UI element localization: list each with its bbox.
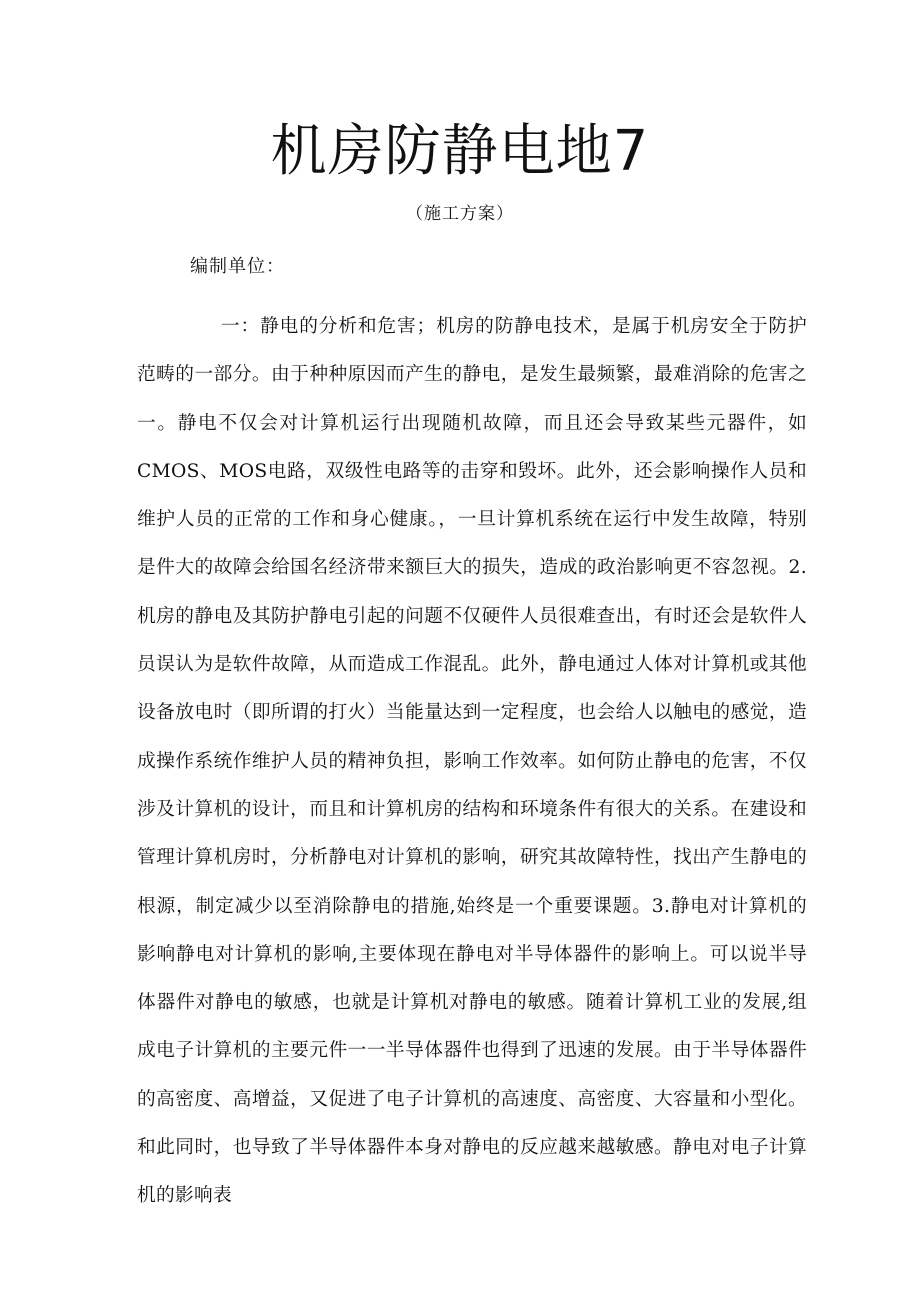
document-subtitle: （施工方案） [406,204,514,224]
compiling-unit-label: 编制单位： [190,256,285,277]
body-paragraph: 一：静电的分析和危害；机房的防静电技术，是属于机房安全于防护范畴的一部分。由于种种原因而产生的静电，是发生最频繁，最难消除的危害之一。静电不仅会对计算机运行出现随机故障，而且还会导致某些元器件，如CMOS、MOS电路，双级性电路等的击穿和毁坏。此外，还会影响操作人员和维护人员的正常的工作和身心健康。，一旦计算机系统在运行中发生故障，特别是件大的故障会给国名经济带来额巨大的损失，造成的政治影响更不容忽视。2.机房的静电及其防护静电引起的问题不仅硬件人员很难查出，有时还会是软件人员误认为是软件故障，从而造成工作混乱。此外，静电通过人体对计算机或其他设备放电时（即所谓的打火）当能量达到一定程度，也会给人以触电的感觉，造成操作系统作维护人员的精神负担，影响工作效率。如何防止静电的危害，不仅涉及计算机的设计，而且和计算机房的结构和环境条件有很大的关系。在建设和管理计算机房时，分析静电对计算机的影响，研究其故障特性，找出产生静电的根源，制定减少以至消除静电的措施,始终是一个重要课题。3.静电对计算机的影响静电对计算机的影响,主要体现在静电对半导体器件的影响上。可以说半导体器件对静电的敏感，也就是计算机对静电的敏感。随着计算机工业的发展,组成电子计算机的主要元件一一半导体器件也得到了迅速的发展。由于半导体器件的高密度、高增益，又促进了电子计算机的高速度、高密度、大容量和小型化。和此同时，也导致了半导体器件本身对静电的反应越来越敏感。静电对电子计算机的影响表 [137,316,807,1207]
document-title: 机房防静电地7 [270,119,650,184]
